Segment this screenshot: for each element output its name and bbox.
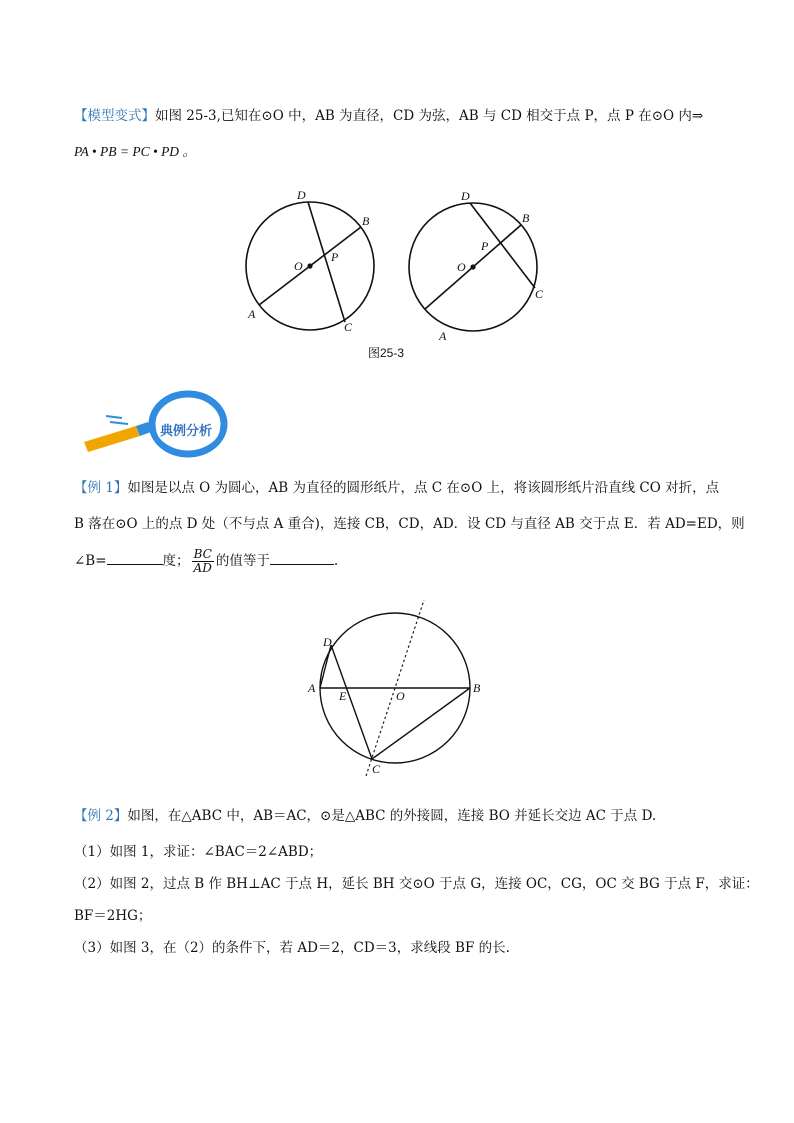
fraction-denominator: AD: [193, 561, 212, 575]
value-label: 的值等于: [215, 553, 270, 569]
example2-item2-line1: （2）如图 2，过点 B 作 BH⊥AC 于点 H，延长 BH 交⊙O 于点 G，连接 OC，CG，OC 交 BG 于点 F，求证：: [74, 876, 759, 892]
figure-example1: [300, 596, 500, 782]
label-P-left: P: [331, 250, 339, 264]
angle-B-label: ∠B=: [74, 553, 107, 569]
example2-item2-line2: BF＝2HG；: [74, 908, 152, 924]
example1-line3: [74, 548, 734, 575]
label-O-right: O: [457, 260, 466, 274]
example2-line1: [74, 806, 734, 826]
label-A-right: A: [439, 329, 447, 343]
segment-CB: [372, 688, 470, 759]
example2-tag: 【例 2】: [74, 808, 128, 824]
segment-DC: [331, 645, 372, 759]
label-C: C: [372, 762, 381, 776]
answer-blank-2[interactable]: [270, 550, 334, 565]
example2-item3: （3）如图 3，在（2）的条件下，若 AD＝2，CD＝3，求线段 BF 的长.: [74, 940, 510, 956]
chord-CD-left: [308, 202, 345, 322]
answer-blank-1[interactable]: [107, 550, 163, 565]
label-B-left: B: [362, 214, 370, 228]
example1-text1: 如图是以点 O 为圆心，AB 为直径的圆形纸片，点 C 在⊙O 上，将该圆形纸片沿直线 CO 对折，点: [127, 480, 720, 496]
center-dot-right: [470, 264, 475, 269]
pencil-icon: [84, 416, 151, 452]
label-D-right: D: [461, 189, 470, 203]
banner-example-analysis: [78, 386, 238, 458]
example1-tag: 【例 1】: [74, 480, 128, 496]
model-variant-line2: PA • PB = PC • PD 。: [74, 144, 196, 159]
label-A-left: A: [248, 307, 256, 321]
label-B-right: B: [522, 211, 530, 225]
label-D: D: [323, 635, 332, 649]
label-C-left: C: [344, 320, 353, 334]
label-P-right: P: [481, 239, 489, 253]
fraction-BC-over-AD: [192, 548, 214, 575]
segment-AD: [320, 645, 331, 688]
fraction-numerator: BC: [192, 548, 214, 562]
example1-line1: [74, 478, 734, 498]
example1-line2: B 落在⊙O 上的点 D 处（不与点 A 重合)，连接 CB，CD，AD．设 CD 与直径 AB 交于点 E．若 AD=ED，则: [74, 516, 745, 532]
model-variant-text: 如图 25-3,已知在⊙O 中，AB 为直径，CD 为弦，AB 与 CD 相交于点 P，点 P 在⊙O 内⇒: [155, 108, 704, 124]
figure-right: [409, 189, 544, 343]
label-A: A: [308, 681, 316, 695]
line-end-period: .: [333, 553, 339, 569]
label-O-left: O: [294, 259, 303, 273]
model-variant-tag: 【模型变式】: [74, 108, 155, 124]
example2-item1: （1）如图 1，求证：∠BAC＝2∠ABD；: [74, 844, 323, 860]
degree-label: 度；: [162, 553, 190, 569]
label-B: B: [473, 681, 481, 695]
label-C-right: C: [535, 287, 544, 301]
banner-text: 典例分析: [160, 424, 213, 439]
example2-text1: 如图，在△ABC 中，AB＝AC，⊙是△ABC 的外接圆，连接 BO 并延长交边 AC 于点 D.: [127, 808, 657, 824]
figure-left: [246, 188, 374, 334]
figure-caption: 图25-3: [368, 346, 405, 360]
label-D-left: D: [297, 188, 306, 202]
center-dot-left: [307, 263, 312, 268]
label-O: O: [396, 689, 405, 703]
label-E: E: [339, 689, 347, 703]
